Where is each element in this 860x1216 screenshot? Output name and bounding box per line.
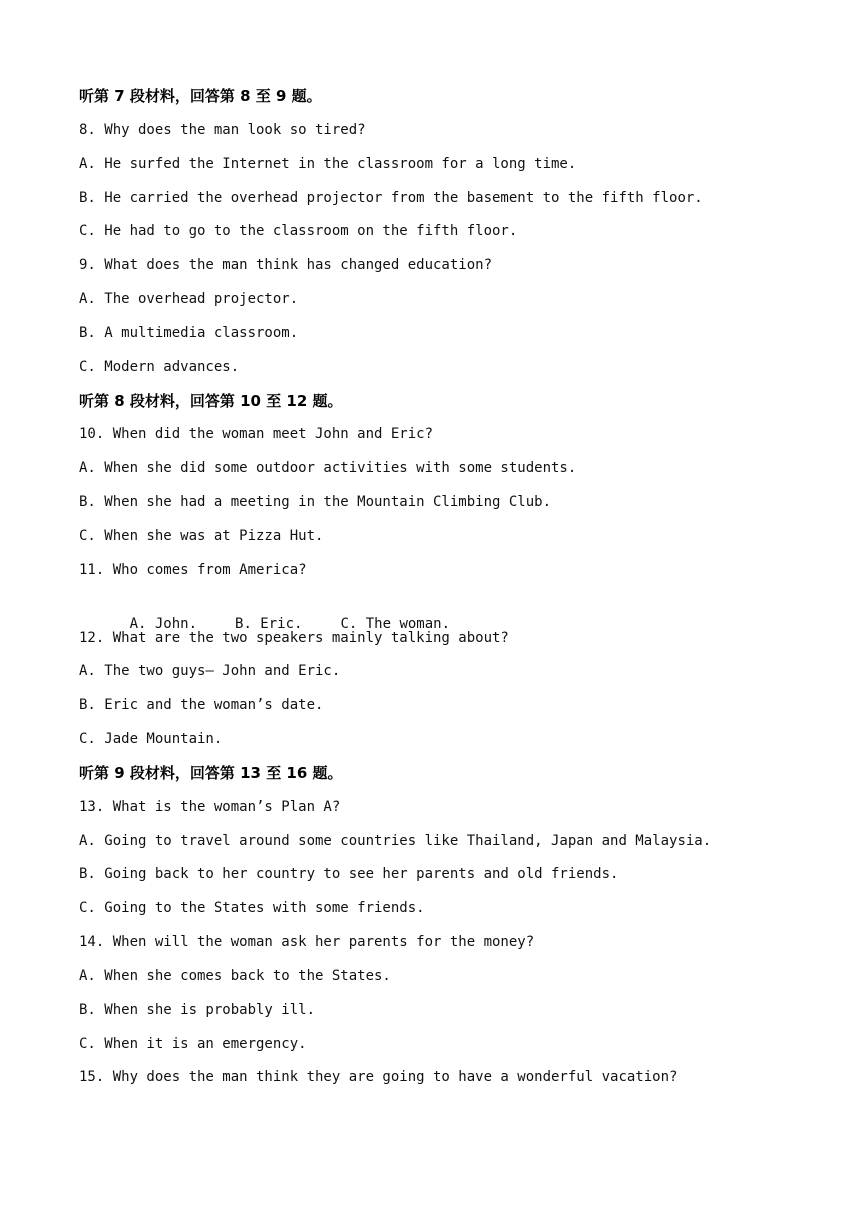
q13-option-c: C. Going to the States with some friends. (79, 900, 425, 917)
section-heading: 听第 7 段材料，回答第 8 至 9 题。 (79, 87, 322, 105)
q10-option-a: A. When she did some outdoor activities with some students. (79, 460, 577, 477)
q12-option-a: A. The two guys— John and Eric. (79, 663, 341, 680)
q12-option-b: B. Eric and the woman’s date. (79, 697, 324, 714)
q14-option-c: C. When it is an emergency. (79, 1035, 307, 1052)
question-10: 10. When did the woman meet John and Eric? (79, 426, 434, 443)
q10-option-c: C. When she was at Pizza Hut. (79, 527, 324, 544)
section-heading: 听第 9 段材料，回答第 13 至 16 题。 (79, 763, 343, 782)
question-13: 13. What is the woman’s Plan A? (79, 798, 341, 815)
question-9: 9. What does the man think has changed education? (79, 257, 493, 274)
question-14: 14. When will the woman ask her parents for the money? (79, 934, 535, 951)
question-11: 11. Who comes from America? (79, 561, 307, 578)
q9-option-a: A. The overhead projector. (79, 291, 299, 308)
q11-option-a: A. John. (129, 615, 198, 632)
question-15: 15. Why does the man think they are going to have a wonderful vacation? (79, 1069, 678, 1086)
q11-option-b: B. Eric. (235, 615, 303, 632)
q9-option-c: C. Modern advances. (79, 358, 240, 375)
q14-option-b: B. When she is probably ill. (79, 1001, 316, 1018)
q12-option-c: C. Jade Mountain. (79, 731, 223, 748)
q14-option-a: A. When she comes back to the States. (79, 967, 391, 984)
q10-option-b: B. When she had a meeting in the Mountain Climbing Club. (79, 494, 552, 511)
question-12: 12. What are the two speakers mainly talking about? (79, 629, 509, 646)
listening-section (79, 86, 819, 1101)
q8-option-a: A. He surfed the Internet in the classroom for a long time. (79, 155, 577, 172)
q11-option-c: C. The woman. (340, 615, 451, 632)
section-heading: 听第 8 段材料，回答第 10 至 12 题。 (79, 391, 343, 410)
question-8: 8. Why does the man look so tired? (79, 121, 366, 138)
q11-options-row (79, 594, 819, 632)
q13-option-b: B. Going back to her country to see her parents and old friends. (79, 866, 619, 883)
q8-option-b: B. He carried the overhead projector from the basement to the fifth floor. (79, 189, 703, 206)
q9-option-b: B. A multimedia classroom. (79, 324, 299, 341)
q8-option-c: C. He had to go to the classroom on the fifth floor. (79, 223, 518, 240)
q13-option-a: A. Going to travel around some countries like Thailand, Japan and Malaysia. (79, 832, 712, 849)
